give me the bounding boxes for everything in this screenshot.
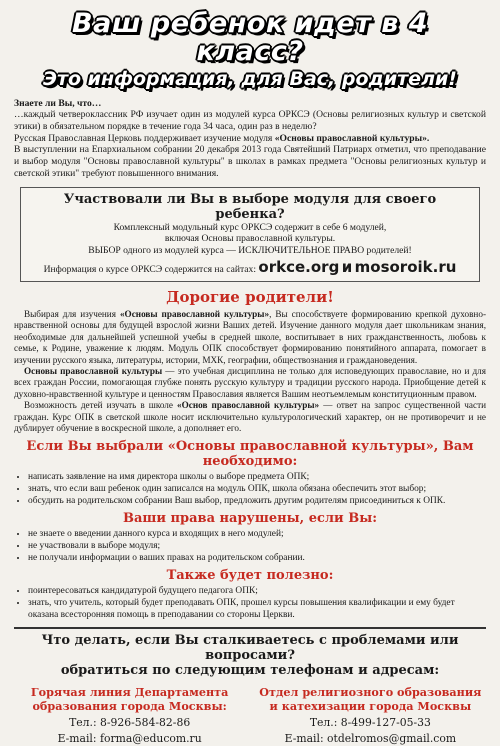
contact-question-line-1: Что делать, если Вы сталкиваетесь с проблемами или вопросами? <box>41 632 459 664</box>
contact-email[interactable]: E-mail: otdelromos@gmail.com <box>284 731 457 745</box>
contact-org: Отдел религиозного образования и катехизации города Москвы <box>259 684 482 714</box>
contact-email[interactable]: E-mail: forma@educom.ru <box>57 731 202 745</box>
sites-label: Информация о курсе ОРКСЭ содержится на сайтах: <box>43 264 257 276</box>
contact-question-line-2: обратиться по следующим телефонам и адресам: <box>60 663 440 679</box>
parents-p2-a: Основы православной культуры <box>24 366 163 377</box>
list-item: • не участвовали в выборе модуля; <box>28 540 486 552</box>
list-item: • не получали информации о ваших правах на родительском собрании. <box>28 552 486 564</box>
chosen-list <box>14 471 486 507</box>
intro-p2-text: Русская Православная Церковь поддерживает изучение модуля <box>14 132 275 144</box>
parents-p1-b: «Основы православной культуры» <box>119 309 270 320</box>
intro-paragraph-2 <box>14 133 486 145</box>
intro-lead: Знаете ли Вы, что… <box>14 97 102 109</box>
box-title: Участвовали ли Вы в выборе модуля для своего ребенка? <box>63 191 437 222</box>
parents-paragraph-3 <box>14 400 486 434</box>
intro-section <box>14 98 486 180</box>
parents-paragraph-2 <box>14 366 486 400</box>
site-link-mosoroik[interactable]: mosoroik.ru <box>354 258 457 277</box>
parents-p1-c: , Вы способствуете формированию крепкой духовно-нравственной основы для будущей взрослой жизни Ваших детей. Изучение данного модуля дает школьникам знания, необходимые для дальнейшей успешной учебы в средней школе, воспитывает в них гражданственность, любовь к семье, к Родине, уважение к людям. Модуль ОПК способствует формированию понятийного аппарата, помогает в изучении русского языка, литературы, истории, МХК, географии, обществознания и граждановедения. <box>14 309 487 365</box>
parents-paragraph-1 <box>14 309 486 366</box>
headline-subtitle: Это информация, для Вас, родители! <box>43 67 457 90</box>
contact-phone[interactable]: Тел.: 8-926-584-82-86 <box>69 715 191 729</box>
headline-title: Ваш ребенок идет в 4 класс? <box>72 8 428 68</box>
contact-card-education-dept <box>14 685 245 746</box>
contact-question <box>14 627 486 679</box>
parents-p3-a: Возможность детей изучать в школе <box>24 400 178 411</box>
box-line-3: ВЫБОР одного из модулей курса — ИСКЛЮЧИТЕЛЬНОЕ ПРАВО родителей! <box>88 244 412 256</box>
box-line-2: включая Основы православной культуры. <box>164 233 336 245</box>
box-sites <box>29 258 471 276</box>
list-item: • знать, что если ваш ребенок один записался на модуль ОПК, школа обязана обеспечить этот выбор; <box>28 483 486 495</box>
parents-p2-b: — это учебная дисциплина не только для исповедующих православие, но и для всех граждан России, помогающая глубже понять русскую культуру и традиции русского народа. Приобщение детей к духовно-нравственной культуре и ценностям Православия является Вашим неотъемлемым конституционным правом. <box>14 366 486 399</box>
parents-p1-a: Выбирая для изучения <box>24 309 120 320</box>
list-item: • знать, что учитель, который будет преподавать ОПК, прошел курсы повышения квалификации и ему будет оказана всесторонняя помощь в преподавании со стороны Церкви. <box>28 597 486 621</box>
intro-paragraph-1: …каждый четвероклассник РФ изучает один из модулей курса ОРКСЭ (Основы религиозных культур и светской этики) в обязательном порядке в течение года 34 часа, один раз в неделю? <box>14 109 486 133</box>
parents-heading: Дорогие родители! <box>166 288 334 307</box>
site-link-orkce[interactable]: orkce.org <box>258 258 340 277</box>
chosen-heading: Если Вы выбрали «Основы православной культуры», Вам необходимо: <box>26 438 474 469</box>
parents-text <box>14 309 486 434</box>
useful-list <box>14 585 486 621</box>
violated-list <box>14 528 486 564</box>
module-choice-box <box>20 187 480 283</box>
parents-p3-c: — ответ на запрос существенной части граждан. Курс ОПК в светской школе носит исключительно культурологический характер, он не противоречит и не дублирует обучение в воскресной школе, а дополняет его. <box>14 400 487 434</box>
violated-heading: Ваши права нарушены, если Вы: <box>122 510 378 526</box>
contacts-section <box>14 685 486 746</box>
parents-p3-b: «Основ православной культуры» <box>177 400 320 411</box>
intro-paragraph-3: В выступлении на Епархиальном собрании 20 декабря 2013 года Святейший Патриарх отметил, что преподавание и выбор модуля "Основы православной культуры" в школах в рамках предмета "Основы религиозных культур и светской этики" требуют повышенного внимания. <box>14 144 486 179</box>
contact-card-religious-dept <box>255 685 486 746</box>
box-line-1: Комплексный модульный курс ОРКСЭ содержит в себе 6 модулей, <box>113 221 387 233</box>
useful-heading: Также будет полезно: <box>166 567 334 583</box>
list-item: • написать заявление на имя директора школы о выборе предмета ОПК; <box>28 471 486 483</box>
contact-org: Горячая линия Департамента образования города Москвы: <box>30 684 229 714</box>
contact-phone[interactable]: Тел.: 8-499-127-05-33 <box>309 715 431 729</box>
list-item: • не знаете о введении данного курса и входящих в него модулей; <box>28 528 486 540</box>
list-item: • обсудить на родительском собрании Ваш выбор, предложить другим родителям присоединиться к ОПК. <box>28 495 486 507</box>
list-item: • поинтересоваться кандидатурой будущего педагога ОПК; <box>28 585 486 597</box>
sites-and: и <box>341 258 353 277</box>
intro-p2-module: «Основы православной культуры». <box>274 132 430 144</box>
